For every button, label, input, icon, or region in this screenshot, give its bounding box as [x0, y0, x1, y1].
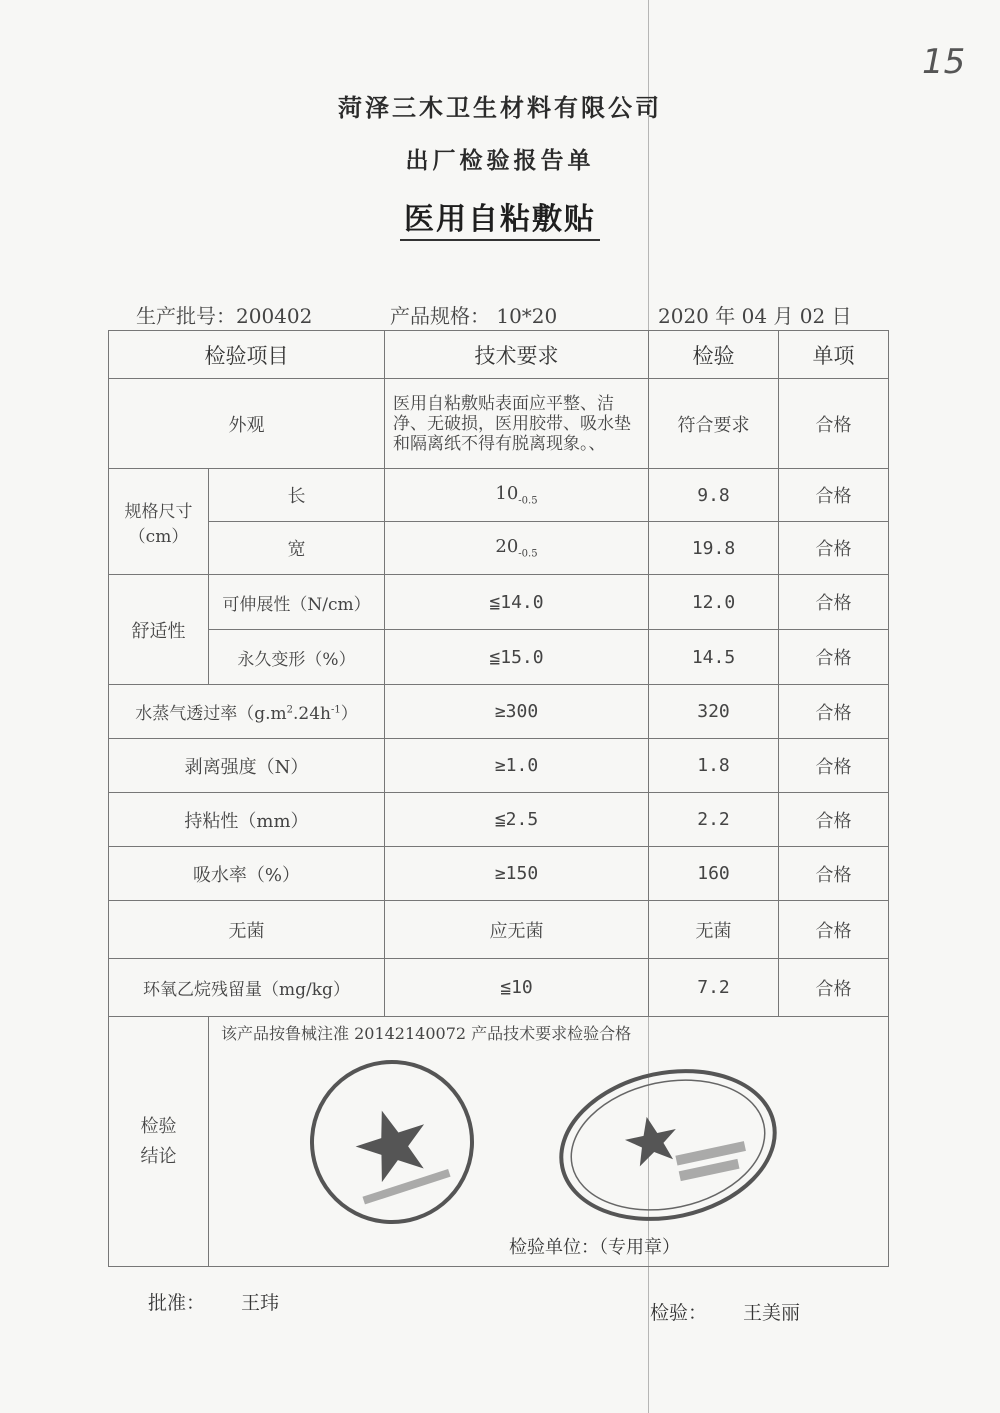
peel-item: 剥离强度（N）	[109, 739, 385, 793]
approval-block	[148, 1288, 279, 1315]
absorb-requirement: ≥150	[385, 847, 649, 901]
table-row	[109, 469, 889, 522]
table-row	[109, 739, 889, 793]
inspector-block	[650, 1298, 800, 1325]
width-requirement	[385, 522, 649, 575]
vapor-item-pre: 水蒸气透过率（g.m	[135, 704, 287, 724]
table-row	[109, 901, 889, 959]
vapor-result: 320	[649, 685, 779, 739]
vapor-item	[109, 685, 385, 739]
eo-verdict: 合格	[779, 959, 889, 1017]
width-result: 19.8	[649, 522, 779, 575]
stretch-result: 12.0	[649, 575, 779, 630]
stamp-seal-left-icon	[307, 1057, 477, 1227]
sterile-requirement: 应无菌	[385, 901, 649, 959]
conclusion-content	[209, 1017, 889, 1267]
deform-item: 永久变形（%）	[209, 630, 385, 685]
inspector-name: 王美丽	[743, 1302, 801, 1324]
tack-item: 持粘性（mm）	[109, 793, 385, 847]
table-row	[109, 793, 889, 847]
stretch-item: 可伸展性（N/cm）	[209, 575, 385, 630]
conclusion-row	[109, 1017, 889, 1267]
appearance-verdict: 合格	[779, 379, 889, 469]
vapor-item-sup2: -1	[331, 704, 341, 716]
header-requirement: 技术要求	[385, 331, 649, 379]
tack-verdict: 合格	[779, 793, 889, 847]
inspection-table	[108, 330, 889, 1267]
company-name: 菏泽三木卫生材料有限公司	[338, 94, 662, 122]
header-item: 检验项目	[109, 331, 385, 379]
vapor-verdict: 合格	[779, 685, 889, 739]
length-item: 长	[209, 469, 385, 522]
tack-requirement: ≦2.5	[385, 793, 649, 847]
approval-label: 批准：	[148, 1292, 206, 1314]
length-req-tolerance: -0.5	[518, 495, 538, 507]
width-verdict: 合格	[779, 522, 889, 575]
approver-name: 王玮	[241, 1292, 280, 1314]
conclusion-label-text: 检验结论	[140, 1115, 177, 1167]
deform-result: 14.5	[649, 630, 779, 685]
eo-result: 7.2	[649, 959, 779, 1017]
width-req-tolerance: -0.5	[518, 548, 538, 560]
length-requirement	[385, 469, 649, 522]
report-title: 出厂检验报告单	[405, 148, 595, 174]
appearance-requirement: 医用自粘敷贴表面应平整、洁净、无破损，医用胶带、吸水垫和隔离纸不得有脱离现象。、	[385, 379, 649, 469]
peel-verdict: 合格	[779, 739, 889, 793]
length-req-base: 10	[495, 483, 519, 505]
absorb-result: 160	[649, 847, 779, 901]
tack-result: 2.2	[649, 793, 779, 847]
table-row	[109, 630, 889, 685]
comfort-group-label: 舒适性	[109, 575, 209, 685]
table-row	[109, 959, 889, 1017]
length-result: 9.8	[649, 469, 779, 522]
eo-requirement: ≦10	[385, 959, 649, 1017]
header-result: 检验	[649, 331, 779, 379]
conclusion-label	[109, 1017, 209, 1267]
absorb-item: 吸水率（%）	[109, 847, 385, 901]
stretch-requirement: ≦14.0	[385, 575, 649, 630]
appearance-item: 外观	[109, 379, 385, 469]
stamp-seal-right-icon	[553, 1065, 783, 1225]
inspector-label: 检验：	[650, 1302, 708, 1324]
peel-result: 1.8	[649, 739, 779, 793]
deform-verdict: 合格	[779, 630, 889, 685]
peel-requirement: ≥1.0	[385, 739, 649, 793]
vapor-item-post: ）	[340, 704, 358, 724]
size-group-label: 规格尺寸（cm）	[109, 469, 209, 575]
vapor-requirement: ≥300	[385, 685, 649, 739]
page-number-handwritten: 15	[922, 42, 966, 82]
batch-number: 生产批号：200402	[136, 304, 313, 328]
product-name-text: 医用自粘敷贴	[400, 202, 600, 241]
length-verdict: 合格	[779, 469, 889, 522]
report-date: 2020 年 04 月 02 日	[658, 304, 852, 328]
table-row	[109, 685, 889, 739]
conclusion-text: 该产品按鲁械注准 20142140072 产品技术要求检验合格	[221, 1024, 632, 1043]
sterile-verdict: 合格	[779, 901, 889, 959]
appearance-result: 符合要求	[649, 379, 779, 469]
vapor-item-mid: .24h	[293, 704, 331, 724]
absorb-verdict: 合格	[779, 847, 889, 901]
width-item: 宽	[209, 522, 385, 575]
product-name	[0, 194, 1000, 238]
inspection-unit-label: 检验单位：（专用章）	[509, 1237, 680, 1258]
stretch-verdict: 合格	[779, 575, 889, 630]
sterile-item: 无菌	[109, 901, 385, 959]
table-row	[109, 379, 889, 469]
header-verdict: 单项	[779, 331, 889, 379]
table-row	[109, 575, 889, 630]
product-spec: 产品规格： 10*20	[390, 304, 558, 328]
table-header-row	[109, 331, 889, 379]
width-req-base: 20	[495, 536, 519, 558]
table-row	[109, 847, 889, 901]
eo-item: 环氧乙烷残留量（mg/kg）	[109, 959, 385, 1017]
vapor-item-sup1: 2	[286, 704, 294, 716]
deform-requirement: ≦15.0	[385, 630, 649, 685]
sterile-result: 无菌	[649, 901, 779, 959]
table-row	[109, 522, 889, 575]
